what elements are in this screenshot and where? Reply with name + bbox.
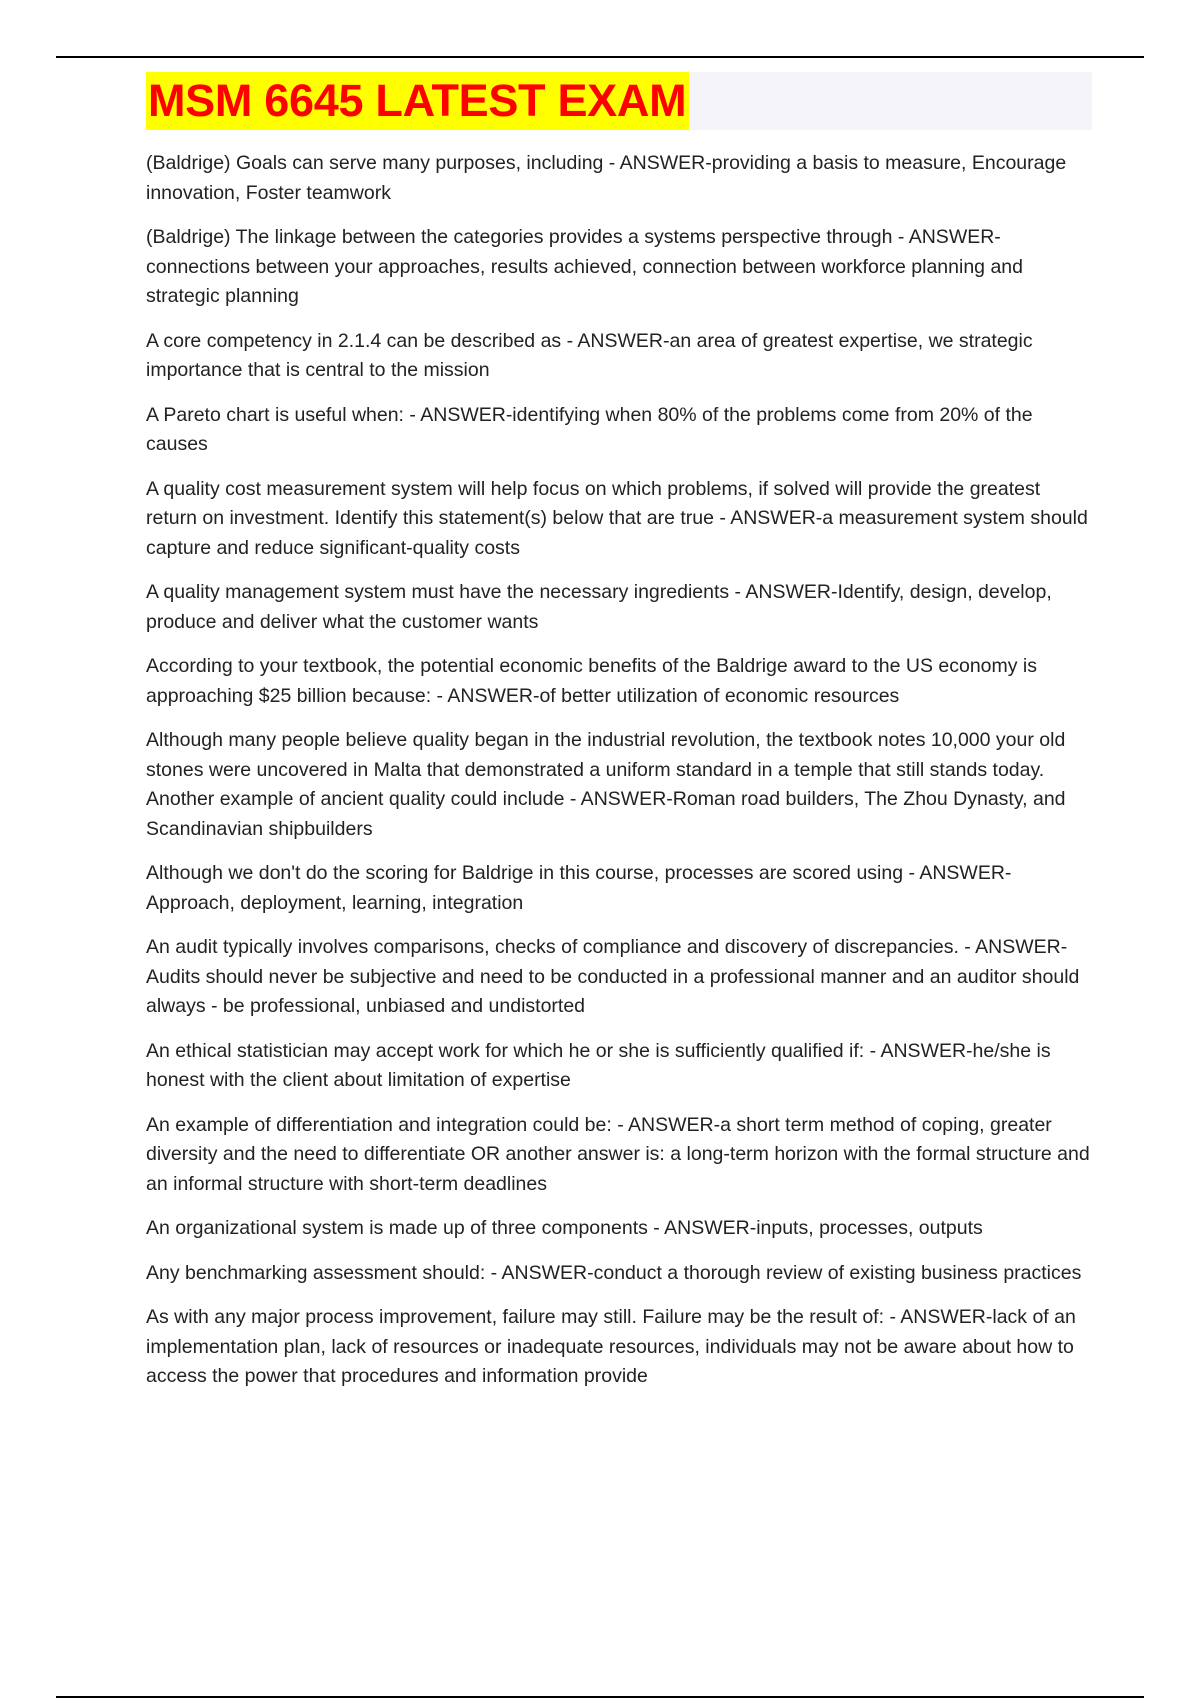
top-rule <box>56 56 1144 58</box>
qa-item: An organizational system is made up of three components - ANSWER-inputs, processes, outputs <box>146 1217 983 1239</box>
qa-item: An audit typically involves comparisons, checks of compliance and discovery of discrepancies. - ANSWER-Audits should never be subjective and need to be conducted in a professional manner and an auditor should always - be professional, unbiased and undistorted <box>146 936 1080 1017</box>
qa-item: Although we don't do the scoring for Baldrige in this course, processes are scored using - ANSWER-Approach, deployment, learning, integration <box>146 862 1012 914</box>
qa-item: An ethical statistician may accept work for which he or she is sufficiently qualified if: - ANSWER-he/she is honest with the client about limitation of expertise <box>146 1039 1051 1091</box>
qa-item: A quality management system must have the necessary ingredients - ANSWER-Identify, design, develop, produce and deliver what the customer wants <box>146 581 1052 633</box>
title-band <box>146 72 1092 130</box>
qa-item: A core competency in 2.1.4 can be described as - ANSWER-an area of greatest expertise, we strategic importance that is central to the mission <box>146 329 1033 381</box>
bottom-rule <box>56 1696 1144 1698</box>
qa-item: As with any major process improvement, failure may still. Failure may be the result of: - ANSWER-lack of an implementation plan, lack of resources or inadequate resources, individuals may not be aware about how to access the power that procedures and information provide <box>146 1306 1076 1387</box>
qa-list <box>146 149 1092 1392</box>
document-page <box>146 72 1092 1407</box>
qa-item: (Baldrige) Goals can serve many purposes, including - ANSWER-providing a basis to measure, Encourage innovation, Foster teamwork <box>146 152 1067 204</box>
document-title: MSM 6645 LATEST EXAM <box>146 72 689 130</box>
qa-item: According to your textbook, the potential economic benefits of the Baldrige award to the US economy is approaching $25 billion because: - ANSWER-of better utilization of economic resources <box>146 655 1038 707</box>
qa-item: A Pareto chart is useful when: - ANSWER-identifying when 80% of the problems come from 20% of the causes <box>146 403 1033 455</box>
qa-item: A quality cost measurement system will help focus on which problems, if solved will provide the greatest return on investment. Identify this statement(s) below that are true - ANSWER-a measurement system should capture and reduce significant-quality costs <box>146 477 1088 559</box>
qa-item: Any benchmarking assessment should: - ANSWER-conduct a thorough review of existing business practices <box>146 1261 1082 1284</box>
qa-item: (Baldrige) The linkage between the categories provides a systems perspective through - ANSWER-connections between your approaches, results achieved, connection between workforce planning and strategic planning <box>146 226 1023 307</box>
qa-item: An example of differentiation and integration could be: - ANSWER-a short term method of coping, greater diversity and the need to differentiate OR another answer is: a long-term horizon with the formal structure and an informal structure with short-term deadlines <box>146 1113 1090 1195</box>
qa-item: Although many people believe quality began in the industrial revolution, the textbook notes 10,000 your old stones were uncovered in Malta that demonstrated a uniform standard in a temple that still stands today. Another example of ancient quality could include - ANSWER-Roman road builders, The Zhou Dynasty, and Scandinavian shipbuilders <box>146 729 1066 840</box>
